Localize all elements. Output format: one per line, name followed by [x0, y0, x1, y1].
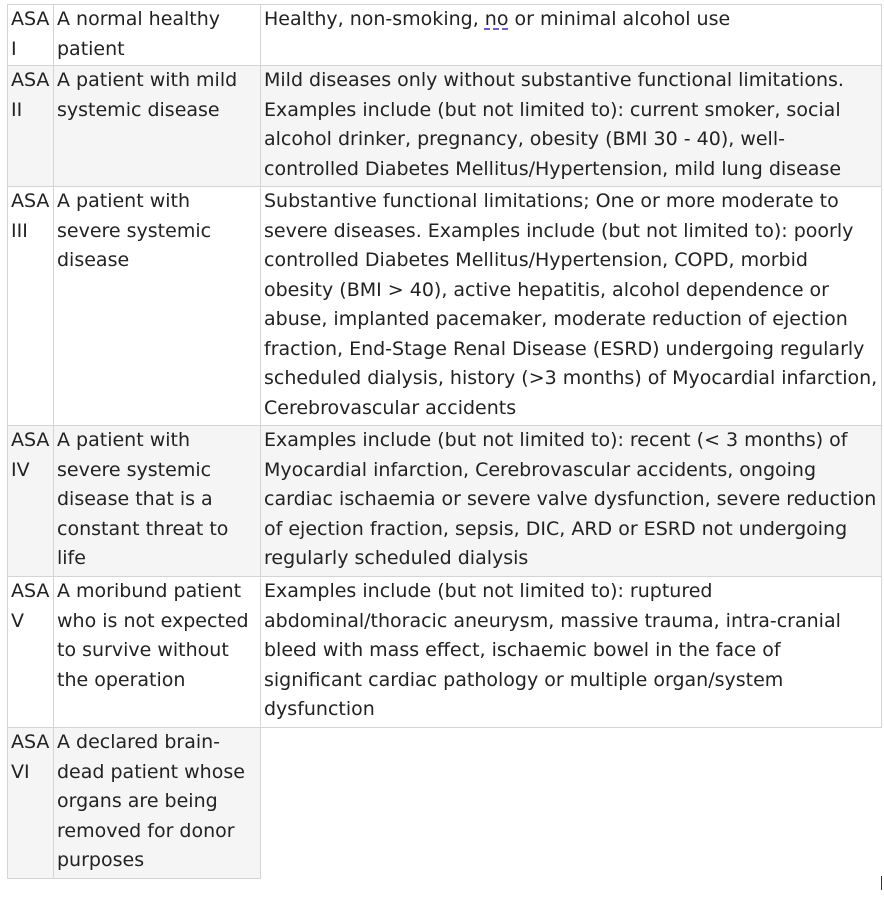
- asa-class-cell[interactable]: ASA II: [8, 66, 54, 187]
- asa-classification-table: [7, 4, 882, 879]
- examples-cell[interactable]: Substantive functional limitations; One or more moderate to severe diseases. Examples include (but not limited to): poorly controlled Diabetes Mellitus/Hypertension, COPD, morbid obesity (BMI > 40), active hepatitis, alcohol dependence or abuse, implanted pacemaker, moderate reduction of ejection fraction, End-Stage Renal Disease (ESRD) undergoing regularly scheduled dialysis, history (>3 months) of Myocardial infarction, Cerebrovascular accidents: [261, 187, 882, 426]
- table-row: [8, 426, 882, 577]
- asa-class-cell[interactable]: ASA I: [8, 5, 54, 66]
- definition-cell[interactable]: A patient with severe systemic disease that is a constant threat to life: [54, 426, 261, 577]
- asa-class-cell[interactable]: ASA IV: [8, 426, 54, 577]
- asa-class-cell[interactable]: ASA VI: [8, 728, 54, 879]
- spellcheck-flagged-word[interactable]: no: [484, 8, 509, 30]
- definition-cell[interactable]: A patient with mild systemic disease: [54, 66, 261, 187]
- asa-class-cell[interactable]: ASA III: [8, 187, 54, 426]
- table-row: [8, 728, 882, 879]
- definition-cell[interactable]: A normal healthy patient: [54, 5, 261, 66]
- examples-text: Healthy, non-smoking,: [264, 8, 485, 30]
- definition-cell[interactable]: A declared brain-dead patient whose organs are being removed for donor purposes: [54, 728, 261, 879]
- definition-cell[interactable]: A moribund patient who is not expected to survive without the operation: [54, 577, 261, 728]
- table-row: [8, 577, 882, 728]
- asa-class-cell[interactable]: ASA V: [8, 577, 54, 728]
- examples-cell[interactable]: Mild diseases only without substantive functional limitations. Examples include (but not limited to): current smoker, social alcohol drinker, pregnancy, obesity (BMI 30 - 40), well-controlled Diabetes Mellitus/Hypertension, mild lung disease: [261, 66, 882, 187]
- table-row: [8, 5, 882, 66]
- table-row: [8, 187, 882, 426]
- text-cursor: [881, 876, 882, 890]
- examples-cell[interactable]: Examples include (but not limited to): recent (< 3 months) of Myocardial infarction, Cerebrovascular accidents, ongoing cardiac ischaemia or severe valve dysfunction, severe reduction of ejection fraction, sepsis, DIC, ARD or ESRD not undergoing regularly scheduled dialysis: [261, 426, 882, 577]
- table-row: [8, 66, 882, 187]
- definition-cell[interactable]: A patient with severe systemic disease: [54, 187, 261, 426]
- examples-cell[interactable]: Examples include (but not limited to): ruptured abdominal/thoracic aneurysm, massive trauma, intra-cranial bleed with mass effect, ischaemic bowel in the face of significant cardiac pathology or multiple organ/system dysfunction: [261, 577, 882, 728]
- examples-cell: [261, 728, 882, 879]
- examples-text: or minimal alcohol use: [508, 8, 731, 30]
- examples-cell[interactable]: [261, 5, 882, 66]
